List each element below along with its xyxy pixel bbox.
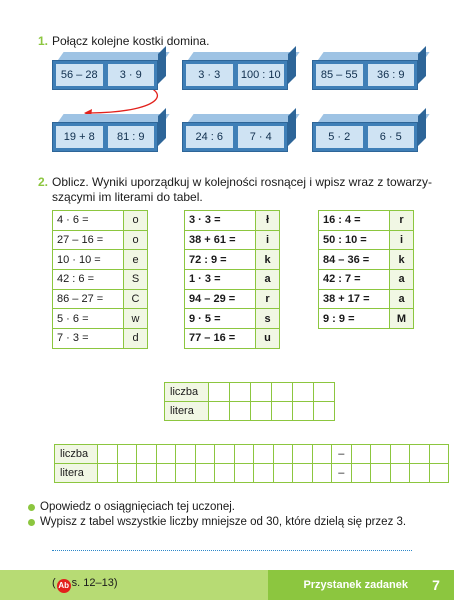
table-b-letter: s (256, 309, 280, 329)
table-b-expr: 9 · 5 = (185, 309, 256, 329)
table-b-letter: r (256, 289, 280, 309)
answer-cell[interactable] (117, 445, 137, 464)
answer-cell[interactable] (176, 464, 196, 483)
table-row (53, 329, 148, 349)
table-row (165, 402, 335, 421)
table-b-expr: 72 : 9 = (185, 250, 256, 270)
domino-4-left: 19 + 8 (56, 126, 103, 148)
table-a-letter: o (124, 211, 148, 231)
table-a-expr: 42 : 6 = (53, 270, 124, 290)
table-row (185, 329, 280, 349)
answer-cell[interactable] (273, 445, 293, 464)
answer-cell[interactable] (234, 464, 254, 483)
answer-line[interactable] (52, 550, 412, 551)
table-c-letter: k (390, 250, 414, 270)
table-c (318, 210, 414, 329)
table-row (185, 211, 280, 231)
answer-cell[interactable] (429, 445, 449, 464)
table-c-expr: 38 + 17 = (319, 289, 390, 309)
table-row (319, 309, 414, 329)
grid-dash: – (332, 464, 352, 483)
table-b-letter: a (256, 270, 280, 290)
table-c-expr: 9 : 9 = (319, 309, 390, 329)
answer-cell[interactable] (230, 383, 251, 402)
table-a-letter: o (124, 230, 148, 250)
bullet-dot (28, 519, 35, 526)
domino-3-left: 85 – 55 (316, 64, 363, 86)
task2-title (38, 174, 432, 190)
domino-6-right: 6 · 5 (366, 126, 415, 148)
ref-open: ( (52, 577, 56, 589)
answer-cell[interactable] (254, 464, 274, 483)
table-row (185, 289, 280, 309)
answer-cell[interactable] (429, 464, 449, 483)
table-b-letter: k (256, 250, 280, 270)
task1-text: Połącz kolejne kostki domina. (52, 34, 210, 48)
domino-2-right: 100 : 10 (236, 64, 285, 86)
footer (0, 570, 454, 600)
answer-cell[interactable] (254, 445, 274, 464)
answer-cell[interactable] (272, 383, 293, 402)
bullet-dot (28, 504, 35, 511)
table-a-expr: 5 · 6 = (53, 309, 124, 329)
table-row (185, 270, 280, 290)
answer-cell[interactable] (234, 445, 254, 464)
table-b-expr: 77 – 16 = (185, 329, 256, 349)
table-a-expr: 86 – 27 = (53, 289, 124, 309)
answer-cell[interactable] (230, 402, 251, 421)
grid-label-number: liczba (55, 445, 98, 464)
bullet-1-text: Opowiedz o osiągnięciach tej uczonej. (40, 501, 235, 513)
table-b-expr: 38 + 61 = (185, 230, 256, 250)
table-b-letter: u (256, 329, 280, 349)
table-c-letter: a (390, 270, 414, 290)
table-row (319, 230, 414, 250)
answer-cell[interactable] (351, 464, 371, 483)
table-b-letter: ł (256, 211, 280, 231)
table-c-expr: 50 : 10 = (319, 230, 390, 250)
table-c-expr: 84 – 36 = (319, 250, 390, 270)
domino-6-left: 5 · 2 (316, 126, 363, 148)
table-c-letter: r (390, 211, 414, 231)
answer-cell[interactable] (314, 402, 335, 421)
table-a-expr: 27 – 16 = (53, 230, 124, 250)
answer-grid-small (164, 382, 335, 421)
table-row (319, 289, 414, 309)
table-c-expr: 16 : 4 = (319, 211, 390, 231)
answer-cell[interactable] (371, 464, 391, 483)
bullet-2 (40, 515, 406, 530)
bullet-1 (40, 500, 235, 515)
table-row (55, 464, 449, 483)
grid-dash: – (332, 445, 352, 464)
table-c-letter: M (390, 309, 414, 329)
answer-cell[interactable] (390, 464, 410, 483)
table-a-letter: S (124, 270, 148, 290)
answer-cell[interactable] (390, 445, 410, 464)
bullet-2-text: Wypisz z tabel wszystkie liczby mniejsze od 30, które dzielą się przez 3. (40, 516, 407, 528)
domino-1[interactable] (52, 60, 158, 90)
answer-cell[interactable] (215, 464, 235, 483)
table-row (55, 445, 449, 464)
table-a-expr: 7 · 3 = (53, 329, 124, 349)
domino-5-right: 7 · 4 (236, 126, 285, 148)
table-a (52, 210, 148, 349)
table-a-letter: w (124, 309, 148, 329)
table-row (53, 270, 148, 290)
task2-line1: Oblicz. Wyniki uporządkuj w kolejności rosnącej i wpisz wraz z towarzy- (52, 175, 433, 189)
domino-4-right: 81 : 9 (106, 126, 155, 148)
table-a-expr: 4 · 6 = (53, 211, 124, 231)
domino-5-left: 24 : 6 (186, 126, 233, 148)
answer-grid-large (54, 444, 449, 483)
domino-6[interactable] (312, 122, 418, 152)
answer-cell[interactable] (98, 464, 118, 483)
answer-cell[interactable] (314, 383, 335, 402)
answer-cell[interactable] (293, 402, 314, 421)
domino-3[interactable] (312, 60, 418, 90)
table-b-expr: 94 – 29 = (185, 289, 256, 309)
table-row (53, 250, 148, 270)
table-row (53, 289, 148, 309)
table-row (165, 383, 335, 402)
table-a-expr: 10 · 10 = (53, 250, 124, 270)
ref-pages: s. 12–13) (71, 577, 118, 589)
answer-cell[interactable] (251, 402, 272, 421)
footer-section-title: Przystanek zadanek (303, 579, 408, 591)
table-a-letter: d (124, 329, 148, 349)
answer-cell[interactable] (312, 464, 332, 483)
answer-cell[interactable] (195, 445, 215, 464)
table-row (53, 211, 148, 231)
table-b (184, 210, 280, 349)
answer-cell[interactable] (209, 402, 230, 421)
domino-2[interactable] (182, 60, 288, 90)
answer-cell[interactable] (137, 445, 157, 464)
answer-cell[interactable] (137, 464, 157, 483)
table-c-letter: a (390, 289, 414, 309)
domino-1-right: 3 · 9 (106, 64, 155, 86)
domino-1-left: 56 – 28 (56, 64, 103, 86)
table-row (319, 270, 414, 290)
table-c-letter: i (390, 230, 414, 250)
footer-reference (52, 577, 118, 593)
answer-cell[interactable] (293, 383, 314, 402)
answer-cell[interactable] (156, 464, 176, 483)
answer-cell[interactable] (410, 464, 430, 483)
table-b-expr: 3 · 3 = (185, 211, 256, 231)
task2-line2: szącymi im literami do tabel. (52, 190, 203, 204)
table-row (185, 309, 280, 329)
grid-label-letter: litera (55, 464, 98, 483)
table-row (53, 309, 148, 329)
answer-cell[interactable] (195, 464, 215, 483)
domino-4[interactable] (52, 122, 158, 152)
table-c-expr: 42 : 7 = (319, 270, 390, 290)
table-row (319, 211, 414, 231)
table-a-letter: C (124, 289, 148, 309)
table-a-letter: e (124, 250, 148, 270)
grid-label-number: liczba (165, 383, 209, 402)
page-number: 7 (418, 570, 454, 600)
answer-cell[interactable] (312, 445, 332, 464)
answer-cell[interactable] (272, 402, 293, 421)
domino-3-right: 36 : 9 (366, 64, 415, 86)
answer-cell[interactable] (293, 464, 313, 483)
table-row (185, 250, 280, 270)
answer-cell[interactable] (98, 445, 118, 464)
answer-cell[interactable] (410, 445, 430, 464)
table-b-letter: i (256, 230, 280, 250)
answer-cell[interactable] (273, 464, 293, 483)
answer-cell[interactable] (351, 445, 371, 464)
table-b-expr: 1 · 3 = (185, 270, 256, 290)
answer-cell[interactable] (176, 445, 196, 464)
answer-cell[interactable] (117, 464, 137, 483)
grid-label-letter: litera (165, 402, 209, 421)
table-row (53, 230, 148, 250)
answer-cell[interactable] (156, 445, 176, 464)
workbook-icon: Ab (57, 579, 71, 593)
domino-5[interactable] (182, 122, 288, 152)
answer-cell[interactable] (215, 445, 235, 464)
task1-number: 1. (38, 34, 49, 48)
answer-cell[interactable] (293, 445, 313, 464)
answer-cell[interactable] (371, 445, 391, 464)
answer-cell[interactable] (209, 383, 230, 402)
domino-2-left: 3 · 3 (186, 64, 233, 86)
task2-number: 2. (38, 175, 49, 189)
table-row (319, 250, 414, 270)
answer-cell[interactable] (251, 383, 272, 402)
table-row (185, 230, 280, 250)
